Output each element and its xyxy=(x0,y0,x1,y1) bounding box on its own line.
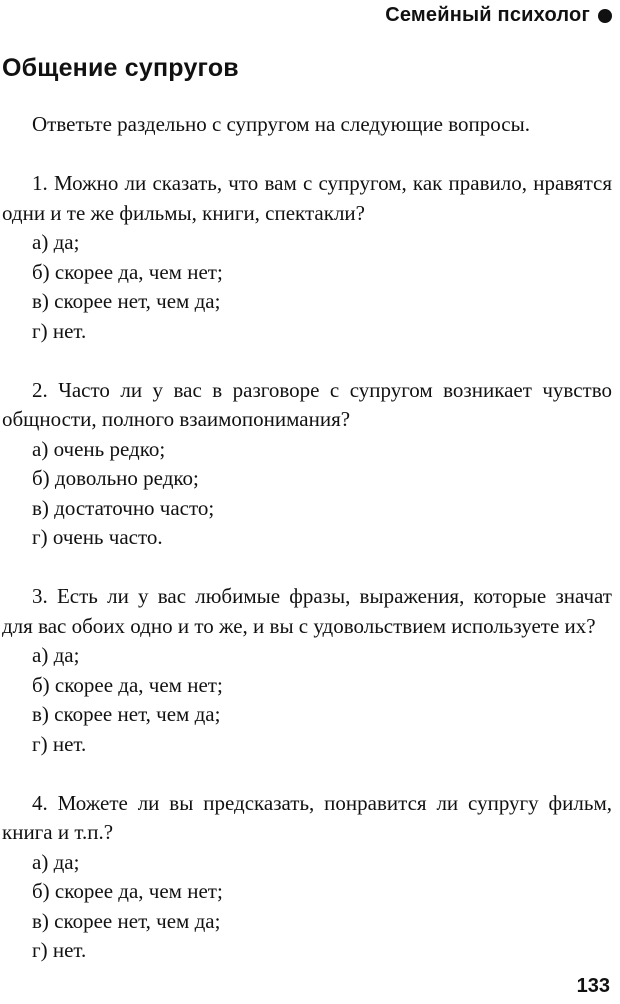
answer-option: б) скорее да, чем нет; xyxy=(32,259,223,284)
page-number: 133 xyxy=(576,975,610,997)
bullet-icon xyxy=(598,9,612,23)
answer-option: г) нет. xyxy=(32,938,87,962)
intro-text: Ответьте раздельно с супругом на следующие вопросы. xyxy=(32,112,530,136)
question-2 xyxy=(2,376,612,553)
answer-option: б) скорее да, чем нет; xyxy=(32,879,223,903)
answer-option: г) нет. xyxy=(32,731,87,756)
answer-option: г) нет. xyxy=(32,318,87,343)
answer-option: а) да; xyxy=(32,643,80,667)
answer-options xyxy=(2,435,612,553)
answer-option: а) очень редко; xyxy=(32,436,166,461)
answer-option: б) довольно редко; xyxy=(32,466,199,490)
running-header xyxy=(385,4,612,27)
question-text: 1. Можно ли сказать, что вам с супругом, как правило, нравятся одни и те же фильмы, книги, спектакли? xyxy=(2,171,612,225)
running-header-title: Семейный психолог xyxy=(385,4,590,26)
page-content xyxy=(2,110,612,995)
question-text: 3. Есть ли у вас любимые фразы, выражения, которые значат для вас обоих одно и то же, и вы с удовольствием используете их? xyxy=(2,584,612,638)
section-title: Общение супругов xyxy=(2,54,239,82)
question-4 xyxy=(2,789,612,966)
answer-options xyxy=(2,641,612,759)
question-text: 4. Можете ли вы предсказать, понравится ли супругу фильм, книга и т.п.? xyxy=(2,790,612,844)
answer-options xyxy=(2,848,612,966)
question-1 xyxy=(2,169,612,346)
answer-option: в) скорее нет, чем да; xyxy=(32,289,221,313)
answer-option: а) да; xyxy=(32,230,80,254)
answer-option: в) достаточно часто; xyxy=(32,495,215,520)
answer-options xyxy=(2,228,612,346)
answer-option: в) скорее нет, чем да; xyxy=(32,908,221,933)
answer-option: г) очень часто. xyxy=(32,525,163,549)
question-text: 2. Часто ли у вас в разговоре с супругом возникает чувство общности, полного взаимопонимания? xyxy=(2,377,612,431)
answer-option: а) да; xyxy=(32,849,80,874)
answer-option: б) скорее да, чем нет; xyxy=(32,672,223,697)
answer-option: в) скорее нет, чем да; xyxy=(32,702,221,726)
question-3 xyxy=(2,582,612,759)
